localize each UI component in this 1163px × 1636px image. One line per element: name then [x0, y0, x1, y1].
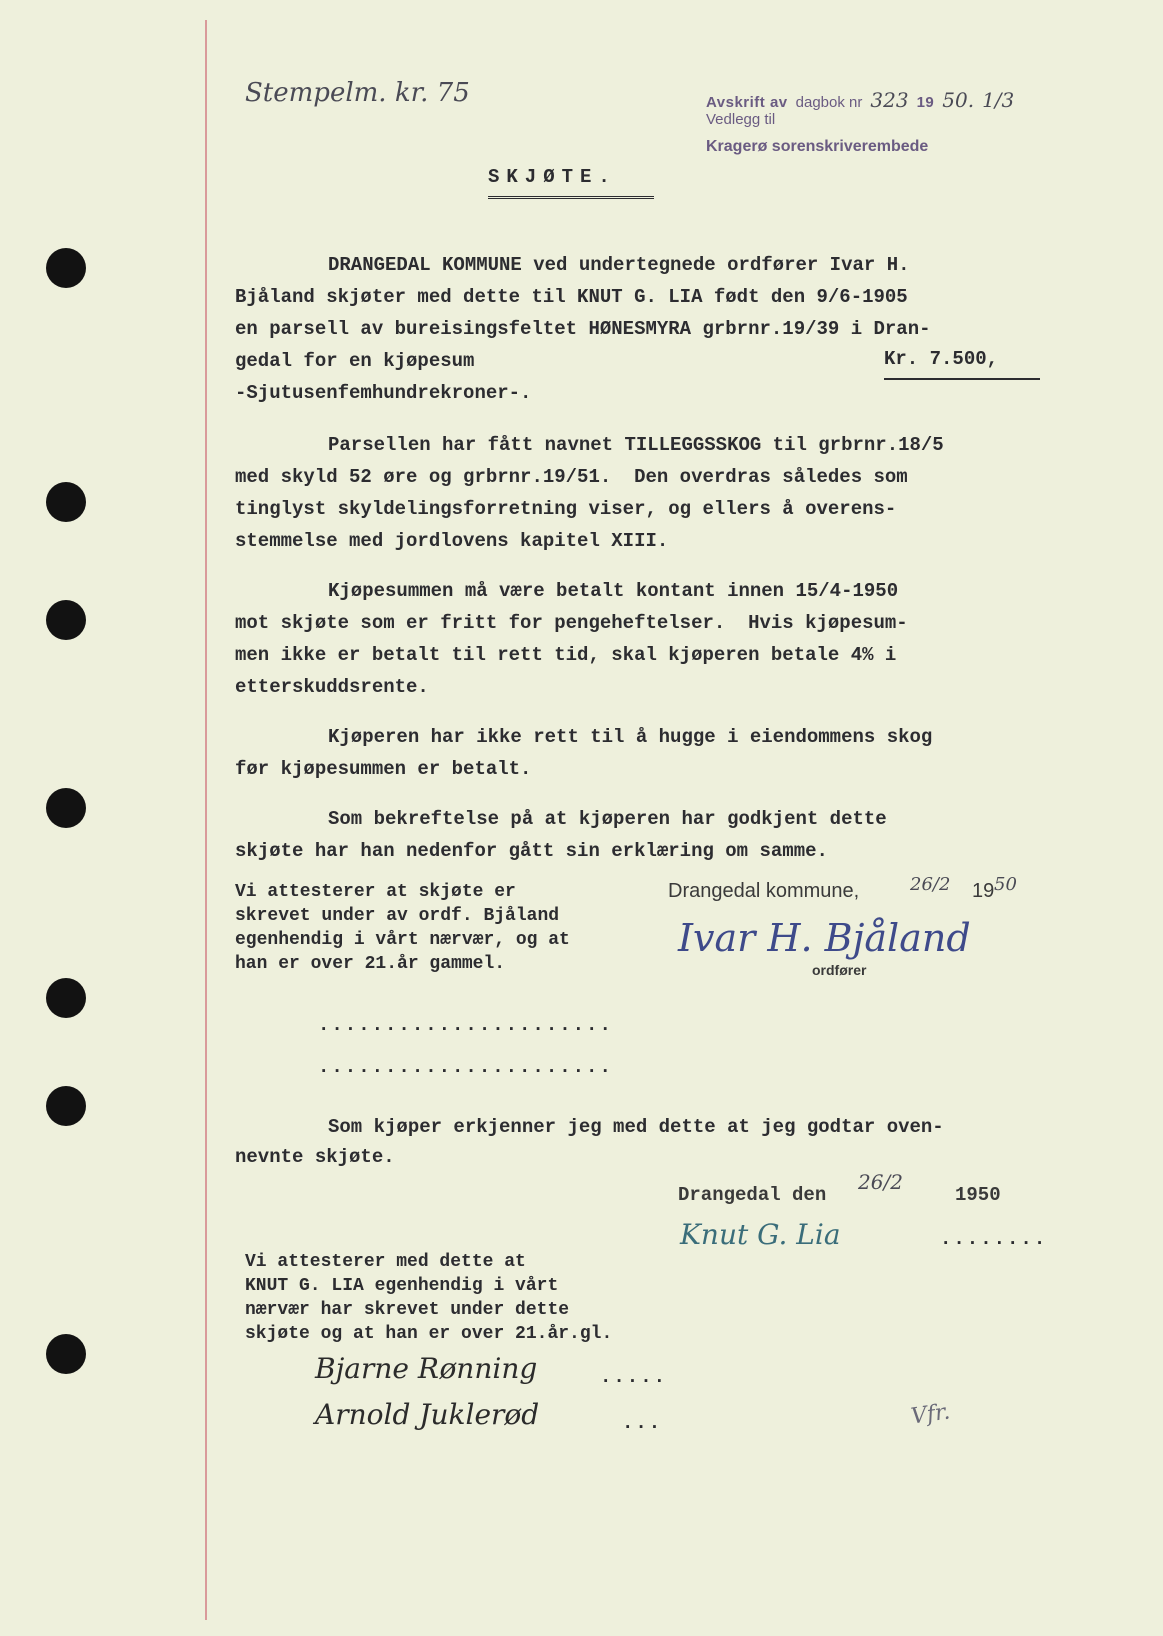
buyer-statement-line: nevnte skjøte.	[235, 1146, 395, 1168]
attest1-line: han er over 21.år gammel.	[235, 954, 506, 974]
p5-line: skjøte har han nedenfor gått sin erklæring om samme.	[235, 840, 828, 862]
clerk-initials: Vfr.	[909, 1399, 952, 1430]
purchase-amount: Kr. 7.500,	[884, 348, 999, 370]
p1-line: en parsell av bureisingsfeltet HØNESMYRA grbrnr.19/39 i Dran-	[235, 318, 931, 340]
punch-hole	[46, 248, 86, 288]
buyer-place: Drangedal den	[678, 1184, 827, 1206]
stamp-date: 1/3	[982, 88, 1015, 112]
witness-trailing-dots: ...	[622, 1412, 663, 1434]
p1-line: DRANGEDAL KOMMUNE ved undertegnede ordfører Ivar H.	[328, 254, 910, 276]
punch-hole	[46, 482, 86, 522]
stamp-year-prefix: 19	[916, 94, 935, 111]
p5-line: Som bekreftelse på at kjøperen har godkjent dette	[328, 808, 887, 830]
stamp-dagbok-label: dagbok nr	[795, 94, 863, 111]
p2-line: stemmelse med jordlovens kapitel XIII.	[235, 530, 669, 552]
title-underline	[488, 196, 654, 199]
attest2-line: KNUT G. LIA egenhendig i vårt	[245, 1276, 559, 1296]
buyer-signature-dots: ........	[940, 1228, 1048, 1250]
stamp-office: Kragerø sorenskriverembede	[706, 138, 929, 155]
margin-line	[205, 20, 207, 1620]
p4-line: før kjøpesummen er betalt.	[235, 758, 532, 780]
p2-line: tinglyst skyldelingsforretning viser, og ellers å overens-	[235, 498, 897, 520]
p2-line: med skyld 52 øre og grbrnr.19/51. Den overdras således som	[235, 466, 908, 488]
seller-place: Drangedal kommune,	[668, 880, 860, 902]
buyer-date-handwritten: 26/2	[858, 1170, 903, 1194]
punch-hole	[46, 600, 86, 640]
punch-hole	[46, 1086, 86, 1126]
witness-trailing-dots: .....	[600, 1366, 668, 1388]
buyer-year: 1950	[955, 1184, 1001, 1206]
witness-signature: Arnold Juklerød	[315, 1398, 540, 1431]
attest2-line: skjøte og at han er over 21.år.gl.	[245, 1324, 613, 1344]
punch-hole	[46, 1334, 86, 1374]
mayor-signature: Ivar H. Bjåland	[678, 916, 971, 960]
witness-dotted-line: ......................	[318, 1014, 613, 1036]
seller-year-printed: 19	[972, 880, 995, 902]
p3-line: etterskuddsrente.	[235, 676, 429, 698]
p3-line: Kjøpesummen må være betalt kontant innen 15/4-1950	[328, 580, 899, 602]
p1-line: gedal for en kjøpesum	[235, 350, 475, 372]
amount-underline	[884, 378, 1040, 380]
buyer-signature: Knut G. Lia	[680, 1218, 841, 1251]
handwritten-stamp-duty-note: Stempelm. kr. 75	[245, 78, 470, 108]
punch-hole	[46, 788, 86, 828]
attest1-line: egenhendig i vårt nærvær, og at	[235, 930, 570, 950]
stamp-dagbok-number: 323	[870, 88, 909, 112]
seller-year-handwritten: 50	[994, 874, 1017, 895]
attest1-line: Vi attesterer at skjøte er	[235, 882, 516, 902]
attest2-line: Vi attesterer med dette at	[245, 1252, 526, 1272]
registry-stamp	[706, 88, 1014, 156]
p1-line: -Sjutusenfemhundrekroner-.	[235, 382, 532, 404]
p1-line: Bjåland skjøter med dette til KNUT G. LIA født den 9/6-1905	[235, 286, 908, 308]
buyer-statement-line: Som kjøper erkjenner jeg med dette at jeg godtar oven-	[328, 1116, 944, 1138]
document-title: SKJØTE.	[488, 166, 617, 188]
witness-signature: Bjarne Rønning	[315, 1352, 538, 1385]
punch-hole	[46, 978, 86, 1018]
stamp-year-suffix: 50.	[942, 88, 975, 112]
p2-line: Parsellen har fått navnet TILLEGGSSKOG til grbrnr.18/5	[328, 434, 944, 456]
stamp-line-vedlegg: Vedlegg til	[706, 111, 776, 128]
attest1-line: skrevet under av ordf. Bjåland	[235, 906, 560, 926]
seller-date-handwritten: 26/2	[910, 874, 951, 895]
witness-dotted-line: ......................	[318, 1056, 613, 1078]
p4-line: Kjøperen har ikke rett til å hugge i eiendommens skog	[328, 726, 933, 748]
attest2-line: nærvær har skrevet under dette	[245, 1300, 570, 1320]
stamp-line-avskrift: Avskrift av	[706, 94, 788, 111]
mayor-title: ordfører	[812, 962, 867, 978]
p3-line: mot skjøte som er fritt for pengeheftelser. Hvis kjøpesum-	[235, 612, 908, 634]
p3-line: men ikke er betalt til rett tid, skal kjøperen betale 4% i	[235, 644, 897, 666]
